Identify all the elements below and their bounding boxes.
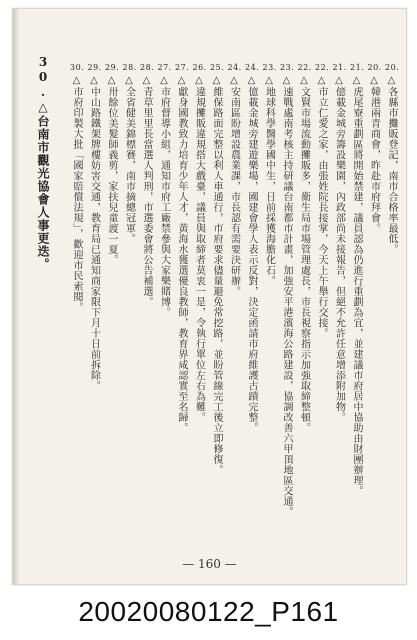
news-item	[350, 63, 365, 496]
news-item	[263, 63, 275, 286]
news-item	[385, 63, 400, 255]
item-text: △違規攤販違規搭大戲臺，議員與取締者莫衷一是，令執行單位左右為難。	[193, 75, 205, 423]
item-text: △全省健美錦標賽，南市摘總冠軍。	[123, 75, 135, 244]
item-text: △文賢市場流動攤販多，衛生局市場管理處長，市長視察指示加強取締整頓。	[298, 75, 310, 433]
item-text: △卅餘位美髮師義剪，家扶兒童渡一夏。	[106, 75, 117, 265]
item-number: 24.	[245, 63, 260, 72]
item-text: △各縣市攤販登記，南市合格率最低。	[386, 75, 397, 255]
item-number: 20.	[367, 63, 382, 72]
item-text: △市府印製大批「國家賠償法規」，歡迎市民索閱。	[71, 75, 82, 313]
news-item	[228, 63, 240, 297]
item-number: 30.	[70, 63, 85, 72]
item-number: 29.	[87, 63, 102, 72]
item-number: 20.	[385, 63, 400, 72]
news-item	[88, 63, 100, 391]
item-number: 28.	[140, 63, 155, 72]
news-item	[140, 63, 155, 307]
item-text: △虎尾寮重劃區將開始禁建，議員認為仍進行重劃為宜，並建議市府居中協助由財團辦理。	[351, 75, 362, 496]
news-item	[210, 63, 225, 475]
item-number: 27.	[175, 63, 190, 72]
news-item	[175, 63, 190, 433]
news-item	[280, 63, 295, 517]
page-fold	[13, 9, 19, 584]
item-text: △中山路鐵架牌樓妨害交通，教育局已通知商家限下月十日前拆除。	[88, 75, 100, 391]
section-header: 30.△台南市觀光協會人事更迭。	[36, 55, 50, 271]
item-text: △韓港兩青商會，昨赴市府拜會。	[368, 75, 380, 234]
item-number: 21.	[332, 63, 347, 72]
item-number: 21.	[350, 63, 365, 72]
item-number: 28.	[122, 63, 137, 72]
item-number: 24.	[227, 63, 242, 72]
item-text: △獻身國教致力培育少年人才，黃海水獲選優良教師，教育界咸認實至名歸。	[176, 75, 187, 433]
item-number: 22.	[315, 63, 330, 72]
news-item	[368, 63, 380, 234]
item-number: 27.	[157, 63, 172, 72]
item-number: 25.	[210, 63, 225, 72]
news-item	[333, 63, 345, 423]
image-caption: 20020080122_P161	[78, 596, 339, 627]
item-number: 22.	[297, 63, 312, 72]
news-item	[193, 63, 205, 423]
item-text: △維保路面完整以利人車通行，市府要求儘量避免常挖路，並盼管線完工後立即修復。	[211, 75, 222, 475]
news-item	[298, 63, 310, 433]
news-item	[123, 63, 135, 244]
news-item	[245, 63, 260, 433]
item-text: △安南區盼增設農業課，市長認有需要決研辦。	[228, 75, 240, 297]
item-number: 23.	[262, 63, 277, 72]
item-text: △億載金城旁籌設樂園，內政部尚未接報告，但絕不允許任意增添附加物。	[333, 75, 345, 423]
news-item	[105, 63, 120, 265]
news-item	[70, 63, 85, 313]
page-number: — 160 —	[182, 557, 237, 571]
item-text: △市府督導小組，通知市府工廠禁參與大家樂賭博。	[158, 75, 170, 318]
item-text: △市立仁愛之家，由張姓院長接掌，今天上午舉行交接。	[316, 75, 327, 339]
item-number: 23.	[280, 63, 295, 72]
item-text: △地球科學醫學國中生，日前採獲海膽化石。	[263, 75, 275, 286]
document-page	[12, 8, 407, 585]
item-text: △青草里里長當選人判刑，市選委會將公告補選。	[141, 75, 152, 307]
item-number: 26.	[192, 63, 207, 72]
news-item	[158, 63, 170, 318]
news-item	[315, 63, 330, 339]
item-number: 29.	[105, 63, 120, 72]
item-text: △速戰處南考核主持研議台南都市計畫，加強安平港濱海公路建設，協調改善六甲頂地區交通。	[281, 75, 292, 517]
item-text: △億載金城旁建遊樂場，國建會學人表示反對，決定函請市府維護古蹟完整。	[246, 75, 257, 433]
